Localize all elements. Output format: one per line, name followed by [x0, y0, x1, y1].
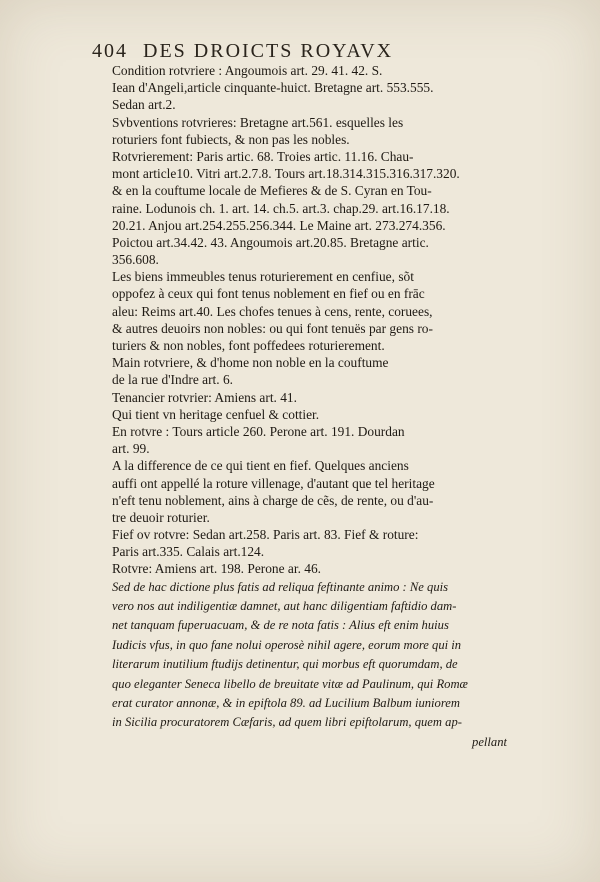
text-line: Rotvrierement: Paris artic. 68. Troies artic. 11.16. Chau-: [112, 148, 414, 164]
text-line: & en la couftume locale de Mefieres & de S. Cyran en Tou-: [112, 183, 432, 199]
text-line: A la difference de ce qui tient en fief. Quelques anciens: [112, 458, 409, 474]
text-line: Main rotvriere, & d'home non noble en la couftume: [112, 355, 389, 371]
text-line: net tanquam fuperuacuam, & de re nota fatis : Alius eft enim huius: [112, 618, 449, 633]
text-line: Iudicis vfus, in quo fane nolui operosè nihil agere, eorum more qui in: [112, 637, 462, 652]
text-line: pellant: [472, 734, 507, 749]
text-line: auffi ont appellé la roture villenage, d'autant que tel heritage: [112, 475, 435, 491]
running-title: DES DROICTS ROYAVX: [143, 40, 394, 62]
text-line: Sed de hac dictione plus fatis ad reliqua feftinante animo : Ne quis: [112, 579, 449, 594]
text-line: Poictou art.34.42. 43. Angoumois art.20.85. Bretagne artic.: [112, 234, 429, 250]
text-line: Rotvre: Amiens art. 198. Perone ar. 46.: [112, 561, 322, 577]
page-header: [92, 40, 512, 63]
text-line: art. 99.: [112, 441, 150, 457]
text-line: mont article10. Vitri art.2.7.8. Tours art.18.314.315.316.317.320.: [112, 166, 460, 182]
text-line: turiers & non nobles, font poffedees roturierement.: [112, 338, 385, 353]
text-line: in Sicilia procuratorem Cæfaris, ad quem libri epiftolarum, quem ap-: [112, 715, 462, 730]
text-line: Qui tient vn heritage cenfuel & cottier.: [112, 406, 320, 422]
text-line: raine. Lodunois ch. 1. art. 14. ch.5. art.3. chap.29. art.16.17.18.: [112, 200, 450, 216]
text-line: & autres deuoirs non nobles: ou qui font tenuës par gens ro-: [112, 320, 433, 336]
text-block: [112, 62, 507, 752]
text-line: tre deuoir roturier.: [112, 509, 210, 525]
text-line: n'eft tenu noblement, ains à charge de cẽs, de rente, ou d'au-: [112, 492, 434, 508]
text-line: 356.608.: [112, 252, 159, 268]
latin-quotation: [112, 578, 507, 753]
text-line: vero nos aut indiligentiæ damnet, aut hanc diligentiam faftidio dam-: [112, 599, 457, 614]
text-line: Condition rotvriere : Angoumois art. 29. 41. 42. S.: [112, 63, 383, 78]
text-line: aleu: Reims art.40. Les chofes tenues à cens, rente, coruees,: [112, 303, 433, 319]
text-line: 20.21. Anjou art.254.255.256.344. Le Maine art. 273.274.356.: [112, 217, 446, 233]
text-line: Iean d'Angeli,article cinquante-huict. Bretagne art. 553.555.: [112, 80, 434, 96]
text-line: de la rue d'Indre art. 6.: [112, 372, 234, 388]
text-line: Sedan art.2.: [112, 97, 176, 113]
text-line: Tenancier rotvrier: Amiens art. 41.: [112, 389, 297, 405]
text-line: quo eleganter Seneca libello de breuitate vitæ ad Paulinum, qui Romæ: [112, 676, 468, 691]
text-line: Les biens immeubles tenus roturierement en cenfiue, sõt: [112, 269, 414, 285]
text-line: Fief ov rotvre: Sedan art.258. Paris art. 83. Fief & roture:: [112, 527, 419, 543]
text-line: literarum inutilium ftudijs detinentur, qui morbus eft quorumdam, de: [112, 657, 458, 672]
text-line: oppofez à ceux qui font tenus noblement en fief ou en frāc: [112, 286, 425, 302]
text-line: roturiers font fubiects, & non pas les nobles.: [112, 131, 350, 147]
text-line: Paris art.335. Calais art.124.: [112, 544, 265, 560]
text-line: En rotvre : Tours article 260. Perone art. 191. Dourdan: [112, 423, 405, 439]
text-line: erat curator annonæ, & in epiftola 89. ad Lucilium Balbum iuniorem: [112, 695, 460, 710]
text-line: Svbventions rotvrieres: Bretagne art.561. esquelles les: [112, 114, 404, 130]
body-text: [112, 62, 507, 578]
page-number: 404: [92, 40, 128, 62]
